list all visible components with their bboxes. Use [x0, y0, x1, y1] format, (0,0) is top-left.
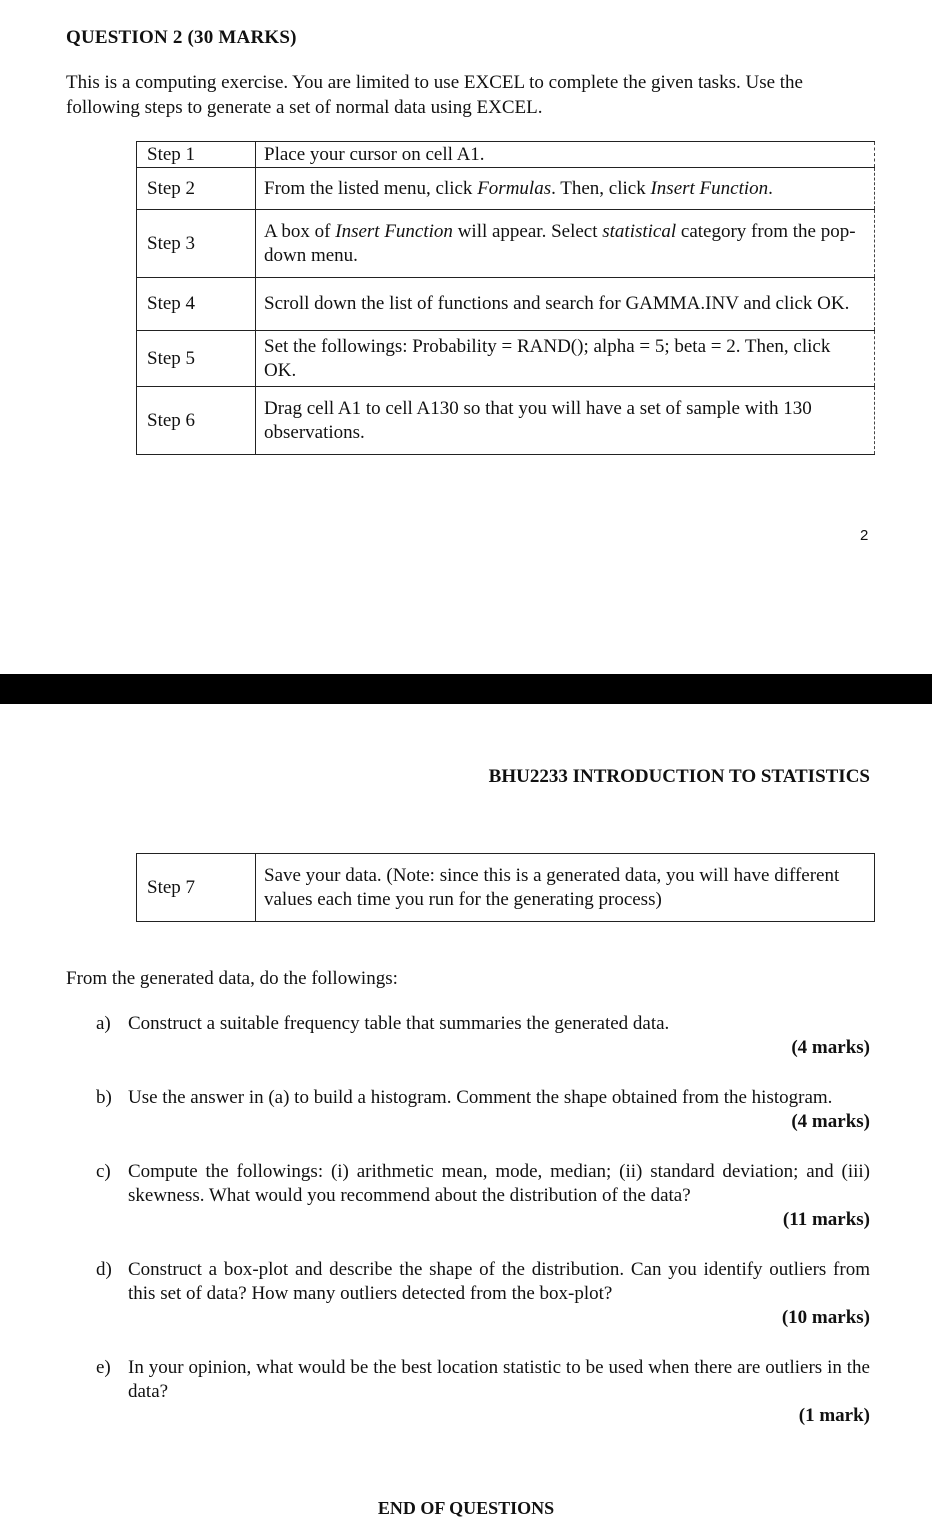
end-of-questions: END OF QUESTIONS	[377, 1498, 555, 1518]
step-label: Step 3	[137, 210, 256, 278]
task-label: a)	[96, 1013, 111, 1034]
step-instruction: Drag cell A1 to cell A130 so that you will have a set of sample with 130 observations.	[256, 387, 875, 455]
table-row	[137, 387, 875, 455]
table-row	[137, 168, 875, 210]
step-label: Step 2	[137, 168, 256, 210]
task-text: Use the answer in (a) to build a histogram. Comment the shape obtained from the histogram.	[128, 1087, 833, 1108]
step-label: Step 7	[137, 854, 256, 922]
step-instruction: Scroll down the list of functions and search for GAMMA.INV and click OK.	[256, 278, 875, 331]
course-title: BHU2233 INTRODUCTION TO STATISTICS	[488, 766, 870, 787]
task-marks: (4 marks)	[791, 1037, 870, 1058]
step-instruction: Set the followings: Probability = RAND(); alpha = 5; beta = 2. Then, click OK.	[256, 331, 875, 387]
step-label: Step 6	[137, 387, 256, 455]
table-row	[137, 278, 875, 331]
task-marks: (11 marks)	[782, 1209, 870, 1230]
task-marks: (1 mark)	[798, 1405, 870, 1426]
task-marks: (4 marks)	[791, 1111, 870, 1132]
task-list	[96, 1012, 870, 1428]
task-text: In your opinion, what would be the best location statistic to be used when there are outliers in the data?	[128, 1357, 870, 1402]
task-label: b)	[96, 1087, 112, 1108]
task-text: Construct a suitable frequency table that summaries the generated data.	[128, 1013, 670, 1034]
task-text: Construct a box-plot and describe the shape of the distribution. Can you identify outliers from this set of data? How many outliers detected from the box-plot?	[128, 1259, 870, 1304]
table-row	[137, 331, 875, 387]
step-instruction: Save your data. (Note: since this is a generated data, you will have different values each time you run for the generating process)	[256, 854, 875, 922]
task-label: e)	[96, 1357, 111, 1378]
step-instruction: Place your cursor on cell A1.	[256, 142, 875, 168]
list-item	[96, 1086, 870, 1134]
list-item	[96, 1012, 870, 1060]
list-item	[96, 1160, 870, 1232]
step-instruction: A box of Insert Function will appear. Select statistical category from the pop-down menu.	[256, 210, 875, 278]
list-item	[96, 1356, 870, 1428]
steps-table-1	[136, 141, 875, 455]
list-item	[96, 1258, 870, 1330]
tasks-lead: From the generated data, do the followings:	[66, 968, 398, 989]
page-number: 2	[860, 527, 869, 544]
page-separator	[0, 674, 932, 704]
step-label: Step 5	[137, 331, 256, 387]
task-text: Compute the followings: (i) arithmetic mean, mode, median; (ii) standard deviation; and (iii) skewness. What would you recommend about the distribution of the data?	[128, 1161, 870, 1206]
step-label: Step 1	[137, 142, 256, 168]
task-label: d)	[96, 1259, 112, 1280]
question-heading: QUESTION 2 (30 MARKS)	[66, 27, 297, 48]
steps-table-2	[136, 853, 875, 922]
task-marks: (10 marks)	[781, 1307, 870, 1328]
question-intro: This is a computing exercise. You are limited to use EXCEL to complete the given tasks. Use the following steps to generate a set of normal data using EXCEL.	[66, 72, 803, 118]
task-label: c)	[96, 1161, 111, 1182]
step-instruction: From the listed menu, click Formulas. Then, click Insert Function.	[256, 168, 875, 210]
table-row	[137, 142, 875, 168]
table-row	[137, 210, 875, 278]
step-label: Step 4	[137, 278, 256, 331]
table-row	[137, 854, 875, 922]
